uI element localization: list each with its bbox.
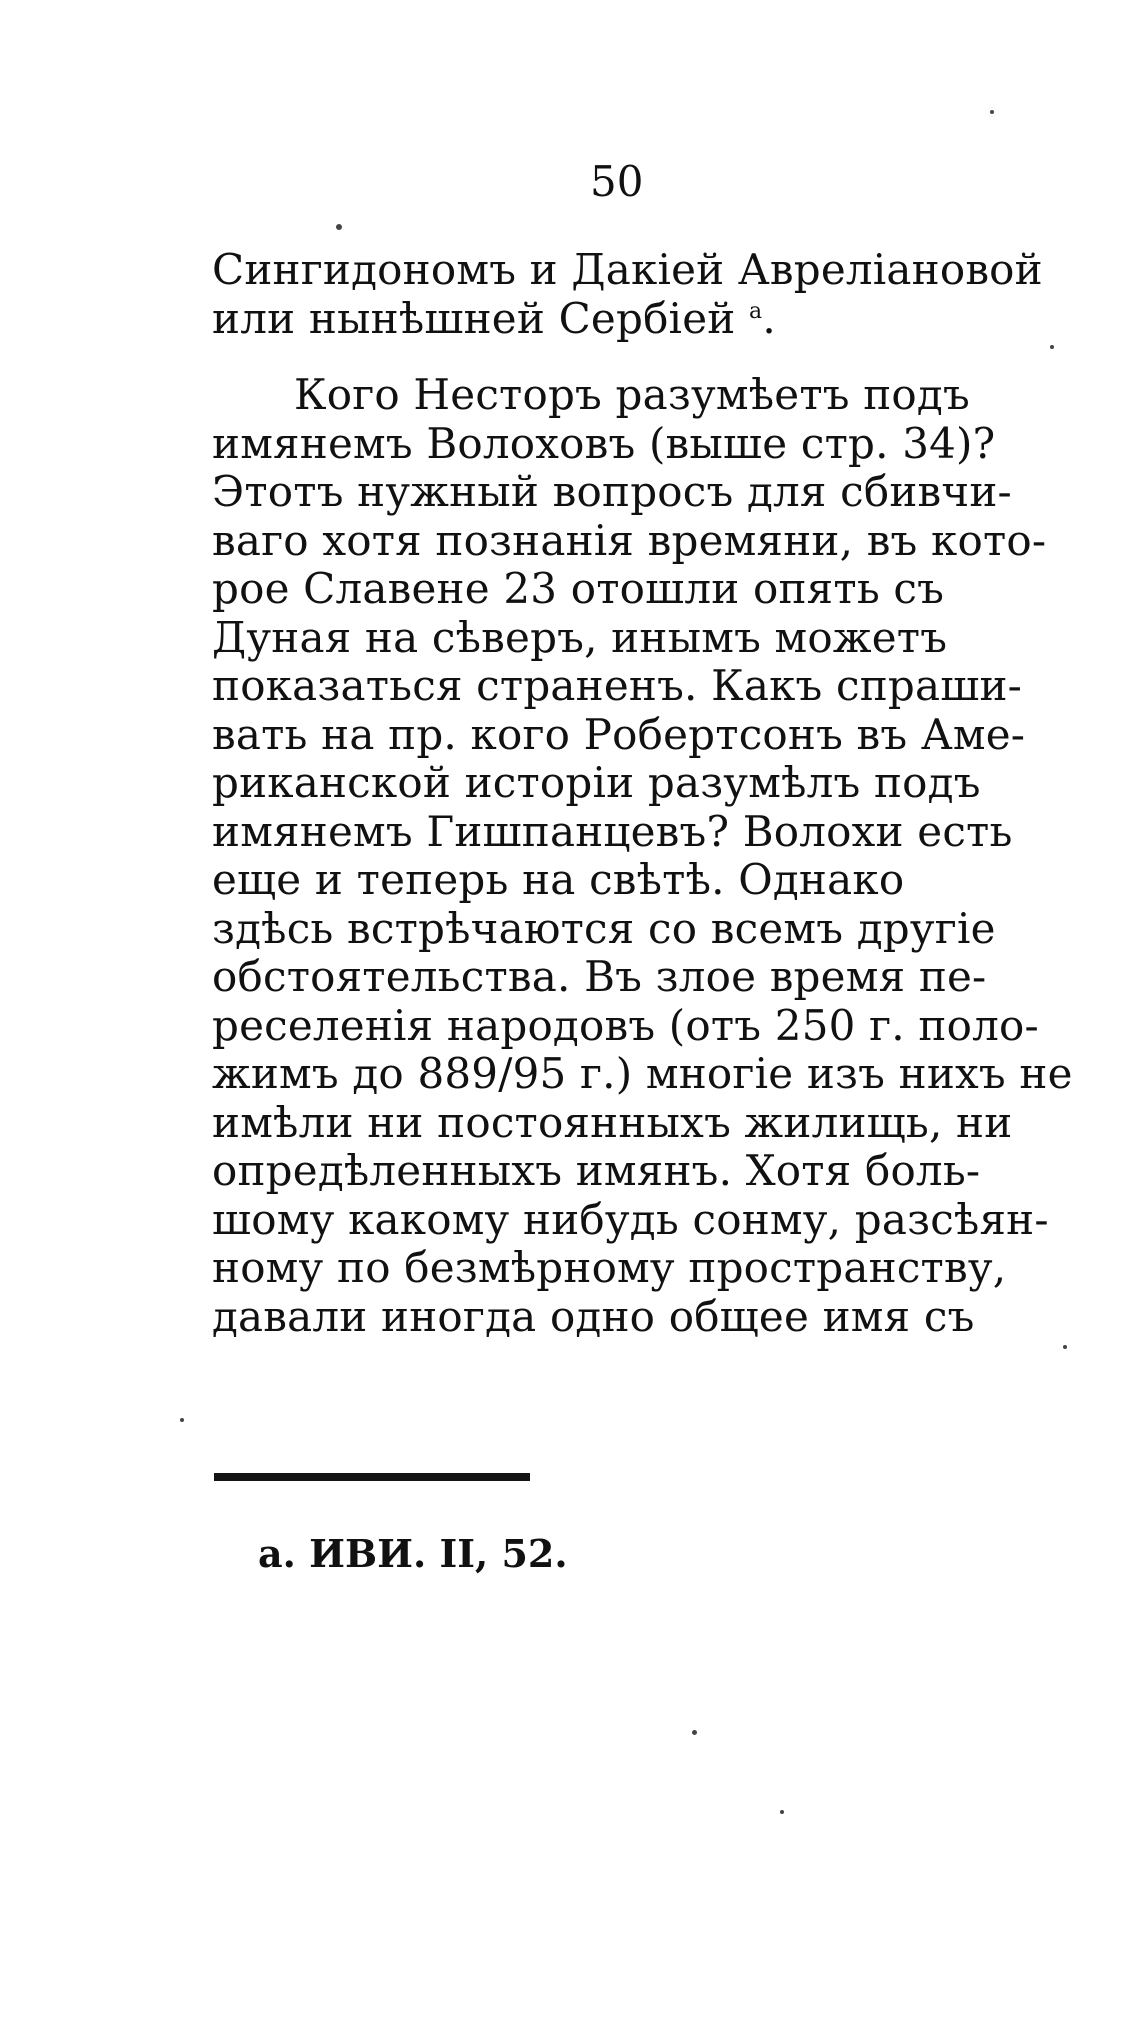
scan-speck bbox=[1063, 1345, 1067, 1349]
text-line: реселенія народовъ (отъ 250 г. поло- bbox=[212, 1000, 1039, 1050]
text-line-content: или нынѣшней Сербіей bbox=[212, 293, 736, 343]
text-line: имѣли ни постоянныхъ жилищь, ни bbox=[212, 1097, 1013, 1147]
text-line: Кого Несторъ разумѣетъ подъ bbox=[294, 370, 970, 419]
text-line: показаться страненъ. Какъ спраши- bbox=[212, 661, 1023, 710]
scan-speck bbox=[1050, 345, 1054, 349]
page-number: 50 bbox=[590, 157, 644, 206]
text-line: здѣсь встрѣчаются со всемъ другіе bbox=[212, 903, 996, 953]
text-line: рое Славене 23 отошли опять съ bbox=[212, 564, 945, 613]
text-line: имянемъ Гишпанцевъ? Волохи есть bbox=[212, 806, 1013, 856]
text-line: Этотъ нужный вопросъ для сбивчи- bbox=[212, 467, 1012, 516]
text-line: вать на пр. кого Робертсонъ въ Аме- bbox=[212, 709, 1026, 759]
scan-speck bbox=[692, 1730, 697, 1735]
text-line: Сингидономъ и Дакіей Авреліановой bbox=[212, 245, 1043, 294]
main-text bbox=[212, 246, 1072, 1341]
footnote: a. ИВИ. II, 52. bbox=[258, 1531, 568, 1576]
scan-speck bbox=[780, 1810, 784, 1814]
text-line: ваго хотя познанія времяни, въ кото- bbox=[212, 515, 1047, 565]
text-line: шому какому нибудь сонму, разсѣян- bbox=[212, 1194, 1049, 1244]
scan-speck bbox=[180, 1418, 184, 1422]
line-end-punctuation: . bbox=[762, 293, 776, 343]
text-line: жимъ до 889/95 г.) многіе изъ нихъ не bbox=[212, 1049, 1073, 1098]
scan-speck bbox=[990, 110, 994, 114]
footnote-divider bbox=[214, 1473, 530, 1481]
text-line: еще и теперь на свѣтѣ. Однако bbox=[212, 855, 905, 904]
text-line bbox=[212, 295, 1072, 344]
scan-speck bbox=[336, 224, 342, 230]
text-line: ному по безмѣрному пространству, bbox=[212, 1243, 1007, 1292]
text-line: опредѣленныхъ имянъ. Хотя боль- bbox=[212, 1146, 981, 1195]
footnote-marker: a bbox=[749, 298, 763, 324]
text-line: давали иногда одно общее имя съ bbox=[212, 1291, 975, 1341]
text-line: имянемъ Волоховъ (выше стр. 34)? bbox=[212, 418, 996, 468]
text-line: обстоятельства. Въ злое время пе- bbox=[212, 952, 987, 1001]
text-line: риканской исторіи разумѣлъ подъ bbox=[212, 758, 981, 807]
text-line: Дуная на сѣверъ, инымъ можетъ bbox=[212, 612, 948, 662]
